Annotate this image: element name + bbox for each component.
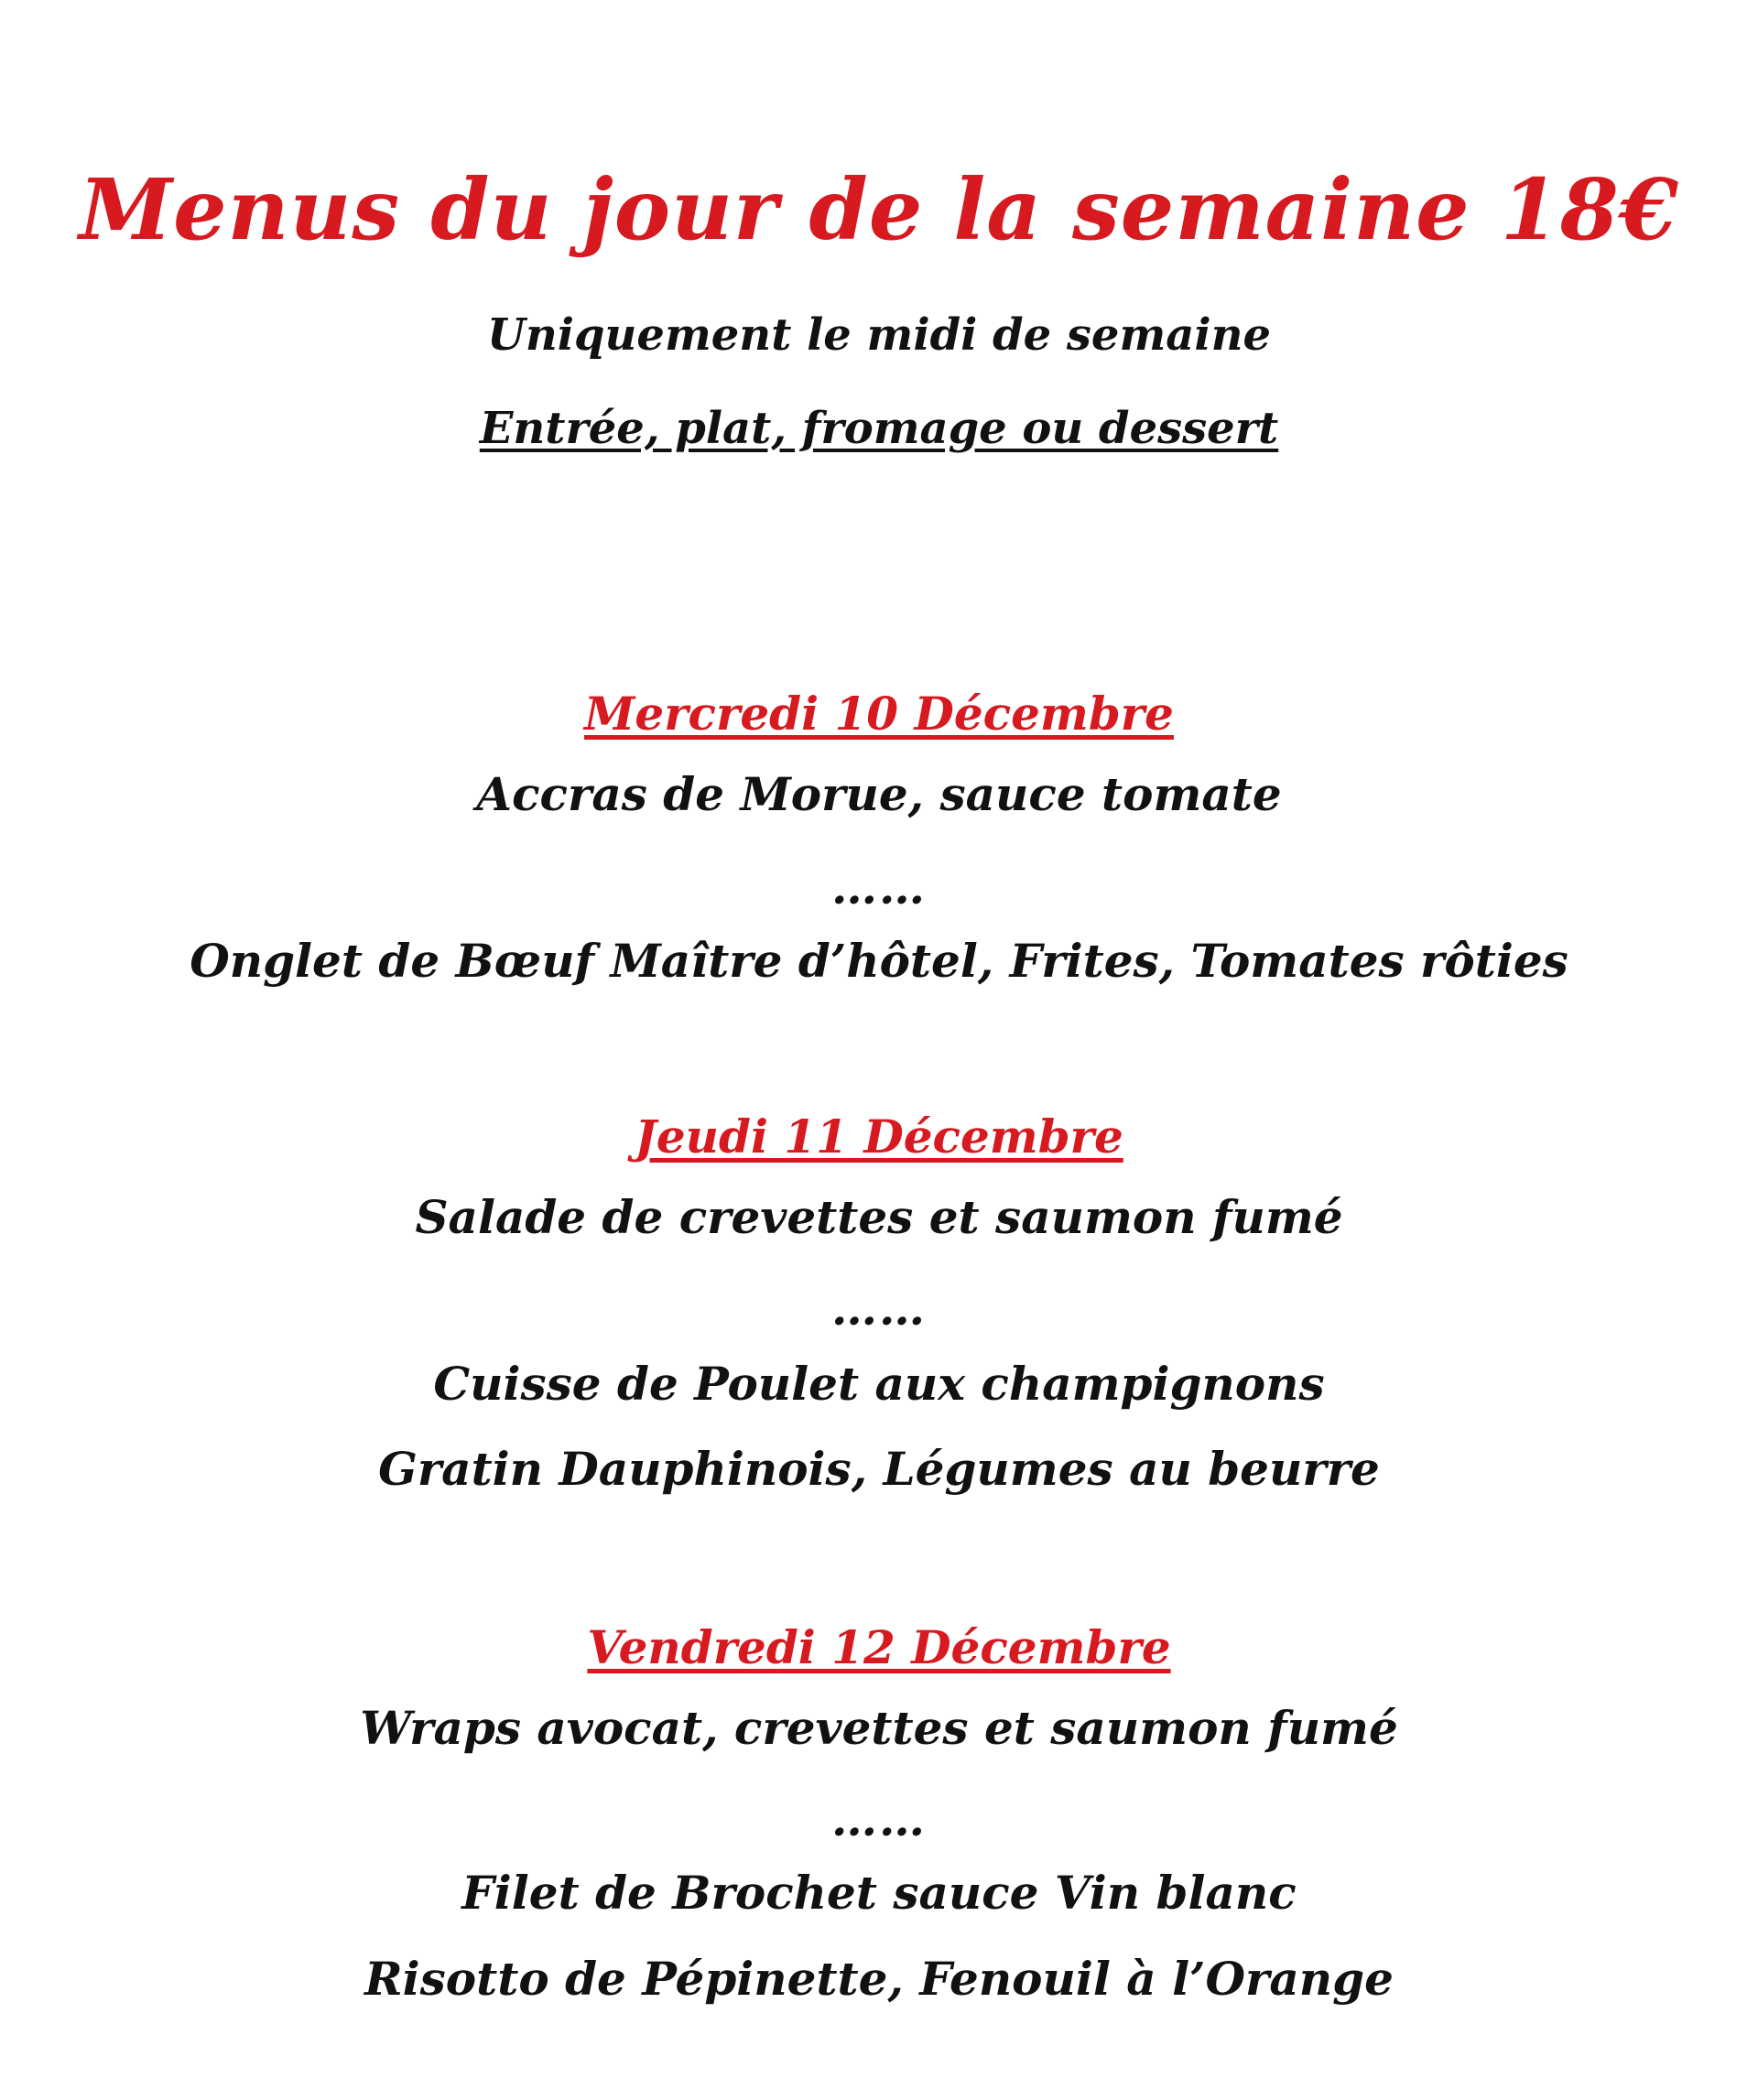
starter-dish: Salade de crevettes et saumon fumé: [415, 1190, 1343, 1244]
main-dish-line: Gratin Dauphinois, Légumes au beurre: [378, 1442, 1380, 1496]
starter-dish: Accras de Morue, sauce tomate: [476, 767, 1282, 821]
course-separator: ……: [831, 1792, 927, 1846]
main-dish-line: Risotto de Pépinette, Fenouil à l’Orange: [364, 1952, 1394, 2006]
day-title: Mercredi 10 Décembre: [584, 687, 1174, 741]
main-dish-line: Onglet de Bœuf Maître d’hôtel, Frites, Tomates rôties: [190, 934, 1568, 988]
main-dish-line: Cuisse de Poulet aux champignons: [433, 1357, 1325, 1411]
course-separator: ……: [831, 861, 927, 915]
day-title: Vendredi 12 Décembre: [587, 1620, 1171, 1674]
starter-dish: Wraps avocat, crevettes et saumon fumé: [360, 1701, 1398, 1755]
menu-formula: Entrée, plat, fromage ou dessert: [479, 403, 1279, 454]
main-dish-line: Filet de Brochet sauce Vin blanc: [461, 1866, 1297, 1920]
course-separator: ……: [831, 1282, 927, 1336]
day-title: Jeudi 11 Décembre: [635, 1110, 1123, 1164]
menu-title: Menus du jour de la semaine 18€: [79, 160, 1679, 259]
menu-subtitle: Uniquement le midi de semaine: [486, 309, 1272, 361]
